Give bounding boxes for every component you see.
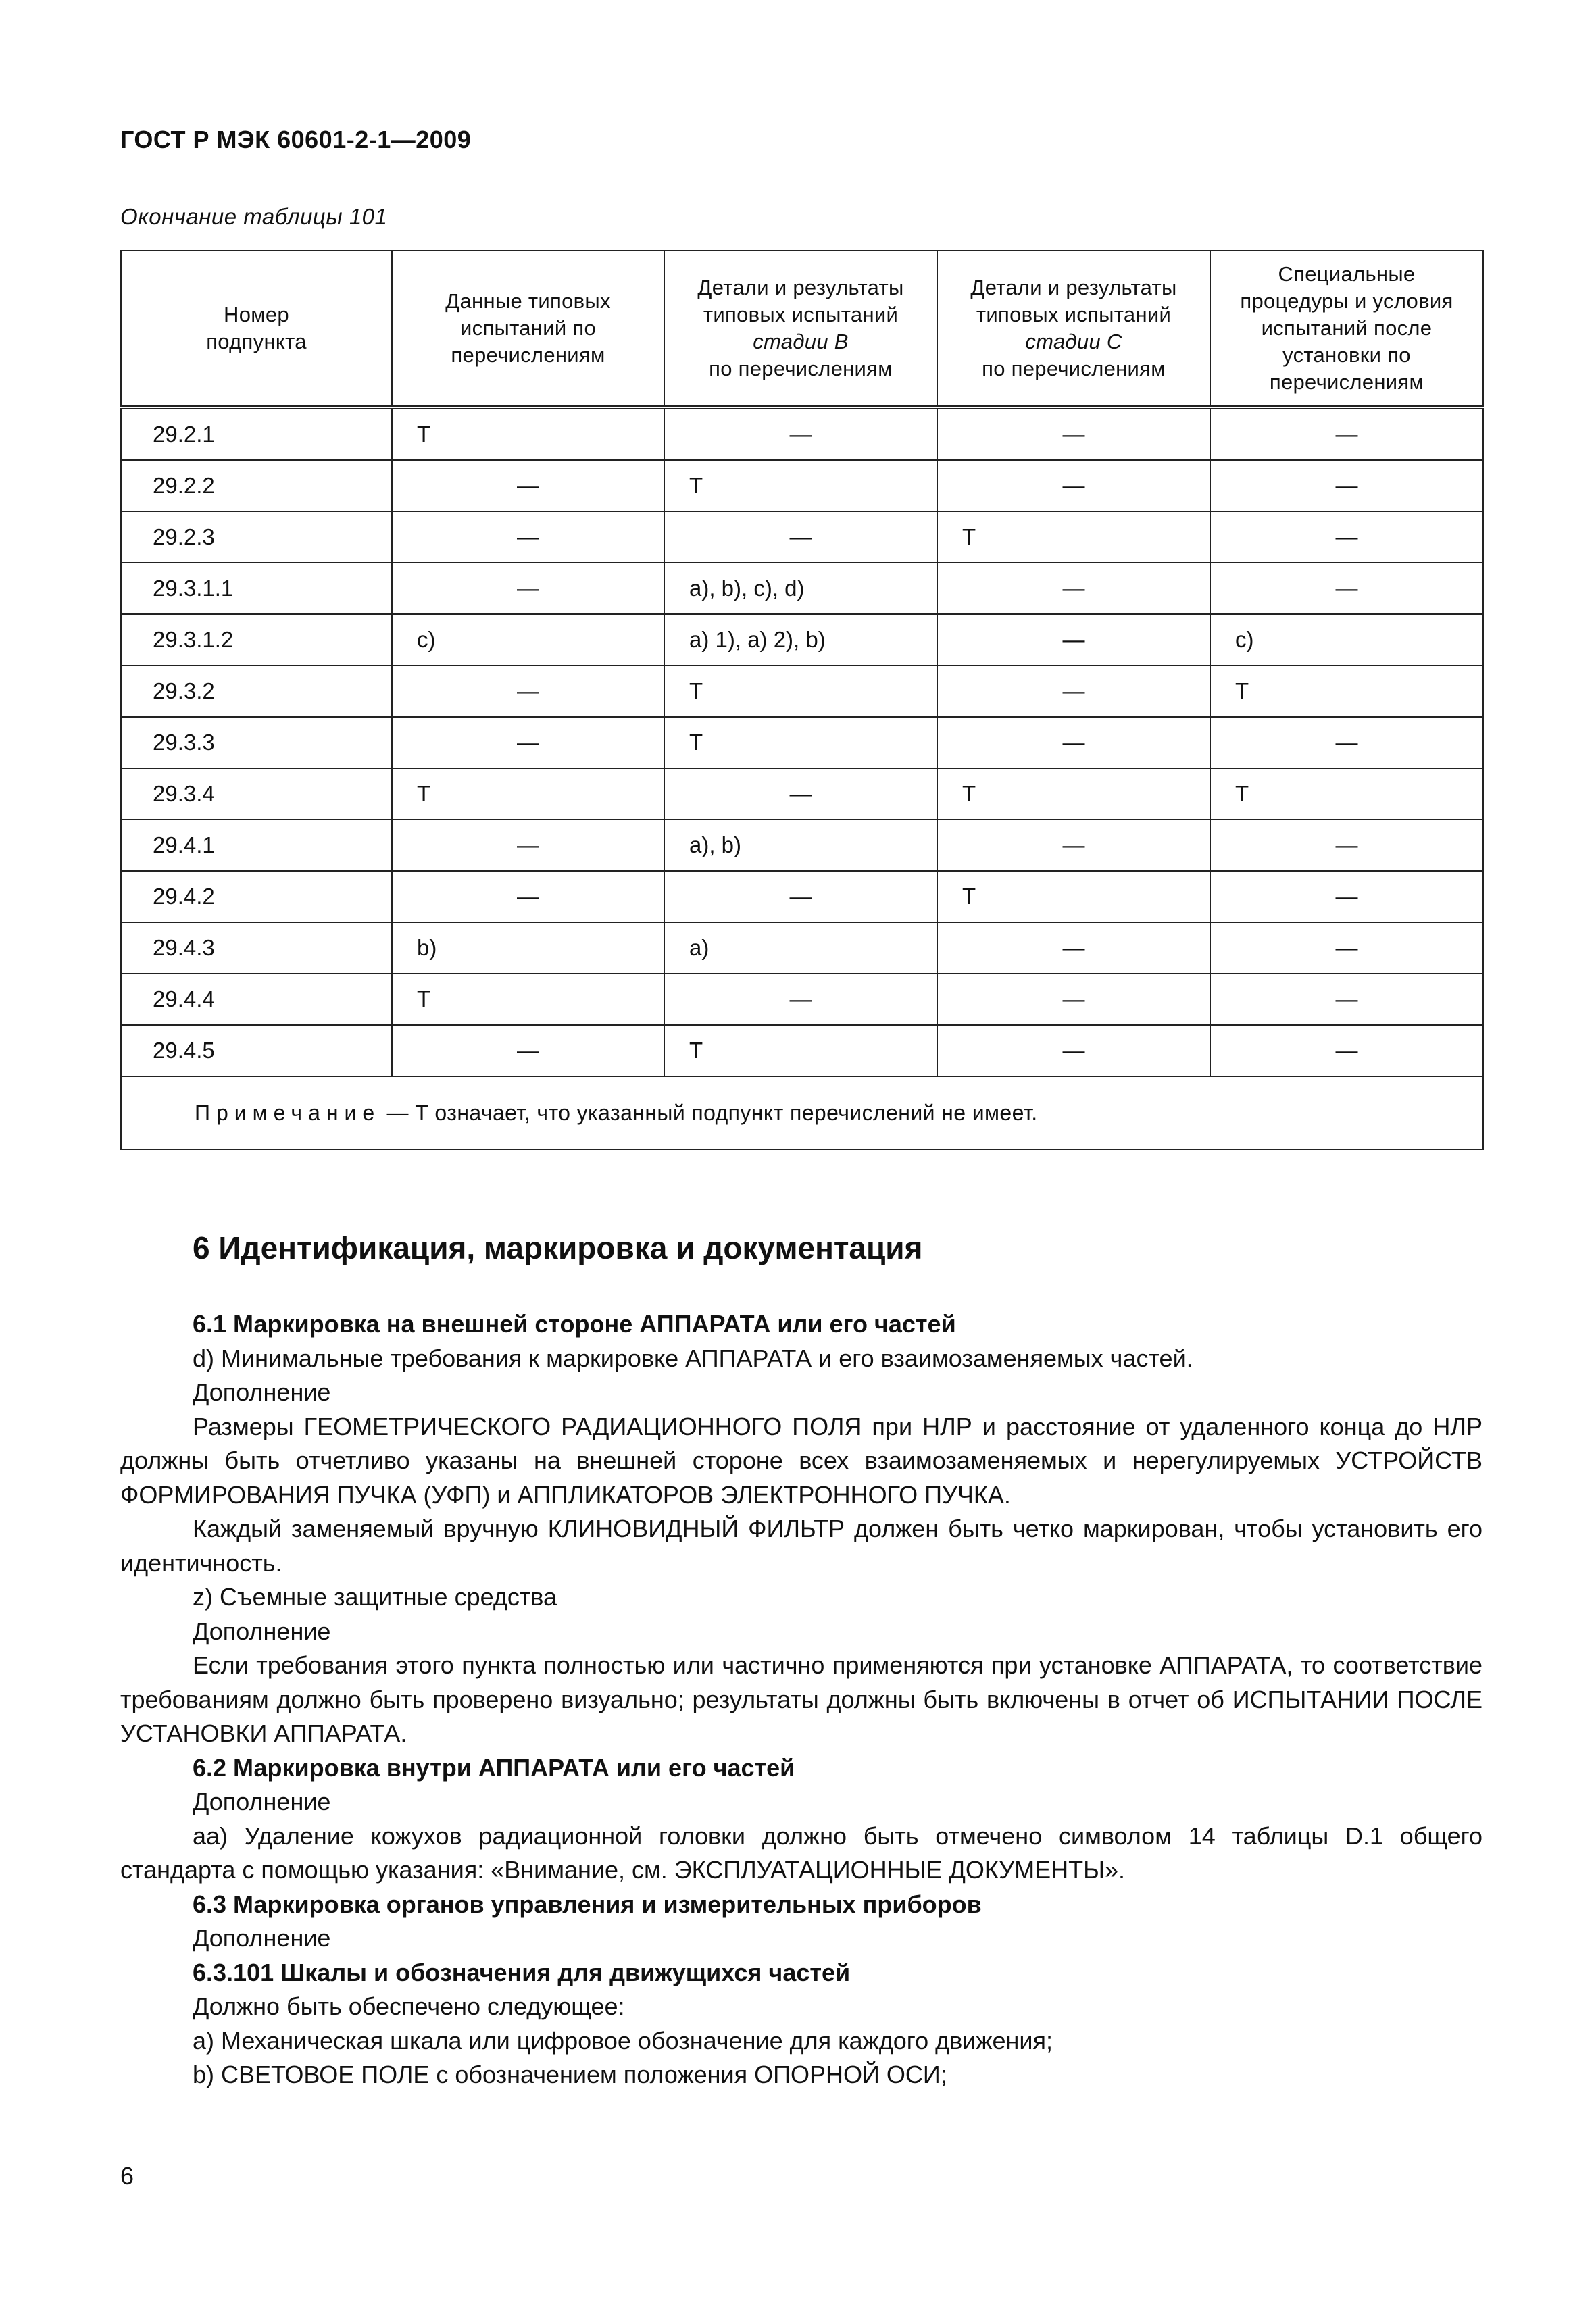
- table-cell: a): [664, 922, 937, 974]
- table-cell: Т: [937, 871, 1210, 922]
- table-cell: c): [392, 614, 664, 665]
- table-cell: a) 1), a) 2), b): [664, 614, 937, 665]
- section-body: [120, 1307, 1482, 2092]
- table-cell: —: [1210, 407, 1483, 460]
- table-cell: —: [1210, 974, 1483, 1025]
- paragraph: аа) Удаление кожухов радиационной головки должно быть отмечено символом 14 таблицы D.1 общего стандарта с помощью указания: «Внимание, см. ЭКСПЛУАТАЦИОННЫЕ ДОКУМЕНТЫ».: [120, 1821, 1482, 1884]
- table-cell: c): [1210, 614, 1483, 665]
- table-cell: —: [937, 717, 1210, 768]
- cell-clause: 29.4.1: [121, 820, 392, 871]
- subsection-heading: 6.1 Маркировка на внешней стороне АППАРАТА или его частей: [193, 1310, 956, 1338]
- table-cell: —: [392, 563, 664, 614]
- table-cell: Т: [1210, 665, 1483, 717]
- cell-clause: 29.2.3: [121, 511, 392, 563]
- table-cell: —: [937, 563, 1210, 614]
- subsection-heading: 6.3.101 Шкалы и обозначения для движущихся частей: [193, 1958, 851, 1986]
- table-cell: —: [664, 974, 937, 1025]
- table-row: [121, 614, 1483, 665]
- cell-clause: 29.3.2: [121, 665, 392, 717]
- table-cell: —: [1210, 717, 1483, 768]
- table-cell: —: [937, 407, 1210, 460]
- cell-clause: 29.3.1.2: [121, 614, 392, 665]
- table-cell: Т: [664, 460, 937, 511]
- table-header-row: [121, 251, 1483, 407]
- table-cell: —: [1210, 871, 1483, 922]
- subsection-heading: 6.2 Маркировка внутри АППАРАТА или его частей: [193, 1753, 795, 1782]
- table-note-row: [121, 1076, 1483, 1149]
- section-title: 6 Идентификация, маркировка и документация: [193, 1230, 923, 1265]
- paragraph: b) СВЕТОВОЕ ПОЛЕ с обозначением положения ОПОРНОЙ ОСИ;: [193, 2061, 947, 2088]
- table-cell: Т: [664, 717, 937, 768]
- table-cell: Т: [664, 1025, 937, 1076]
- paragraph: Размеры ГЕОМЕТРИЧЕСКОГО РАДИАЦИОННОГО ПОЛЯ при НЛР и расстояние от удаленного конца до НЛР должны быть отчетливо указаны на внешней стороне всех взаимозаменяемых и нерегулируемых УСТРОЙСТВ ФОРМИРОВАНИЯ ПУЧКА (УФП) и АППЛИКАТОРОВ ЭЛЕКТРОННОГО ПУЧКА.: [120, 1412, 1482, 1509]
- table-cell: Т: [937, 511, 1210, 563]
- table-cell: Т: [392, 407, 664, 460]
- table-row: [121, 563, 1483, 614]
- table-row: [121, 922, 1483, 974]
- table-cell: —: [392, 511, 664, 563]
- table-101: [120, 250, 1484, 1150]
- paragraph: Должно быть обеспечено следующее:: [193, 1992, 625, 2020]
- cell-clause: 29.2.1: [121, 407, 392, 460]
- table-row: [121, 974, 1483, 1025]
- col-header-stage-b: Детали и результаты типовых испытаний стадии B по перечислениям: [664, 251, 937, 407]
- table-cell: —: [664, 511, 937, 563]
- col-header-special-procedures: Специальные процедуры и условия испытаний после установки по перечислениям: [1210, 251, 1483, 407]
- table-cell: —: [937, 665, 1210, 717]
- table-row: [121, 460, 1483, 511]
- cell-clause: 29.2.2: [121, 460, 392, 511]
- col-header-type-test-data: Данные типовых испытаний по перечислениям: [392, 251, 664, 407]
- table-row: [121, 820, 1483, 871]
- document-header: ГОСТ Р МЭК 60601-2-1—2009: [120, 126, 472, 153]
- table-row: [121, 871, 1483, 922]
- table-cell: Т: [1210, 768, 1483, 820]
- table-cell: —: [664, 871, 937, 922]
- table-cell: —: [392, 460, 664, 511]
- paragraph: Дополнение: [193, 1378, 331, 1406]
- cell-clause: 29.3.1.1: [121, 563, 392, 614]
- table-cell: —: [392, 820, 664, 871]
- table-row: [121, 768, 1483, 820]
- note-label: Примечание: [195, 1100, 381, 1125]
- table-note: [121, 1076, 1483, 1149]
- table-cell: —: [664, 768, 937, 820]
- table-row: [121, 717, 1483, 768]
- table-cell: Т: [937, 768, 1210, 820]
- cell-clause: 29.4.2: [121, 871, 392, 922]
- table-cell: —: [1210, 511, 1483, 563]
- cell-clause: 29.3.4: [121, 768, 392, 820]
- table-cell: —: [1210, 563, 1483, 614]
- paragraph: Если требования этого пункта полностью или частично применяются при установке АППАРАТА, то соответствие требованиям должно быть проверено визуально; результаты должны быть включены в отчет об ИСПЫТАНИИ ПОСЛЕ УСТАНОВКИ АППАРАТА.: [120, 1651, 1482, 1747]
- paragraph: Дополнение: [193, 1924, 331, 1952]
- table-cell: —: [937, 820, 1210, 871]
- paragraph: Дополнение: [193, 1617, 331, 1645]
- table-row: [121, 665, 1483, 717]
- paragraph: z) Съемные защитные средства: [193, 1583, 557, 1611]
- table-cell: —: [1210, 922, 1483, 974]
- cell-clause: 29.4.4: [121, 974, 392, 1025]
- col-header-stage-c: Детали и результаты типовых испытаний стадии C по перечислениям: [937, 251, 1210, 407]
- paragraph: a) Механическая шкала или цифровое обозначение для каждого движения;: [193, 2026, 1053, 2055]
- table-row: [121, 1025, 1483, 1076]
- table-cell: Т: [392, 974, 664, 1025]
- table-row: [121, 511, 1483, 563]
- table-cell: —: [664, 407, 937, 460]
- table-cell: —: [937, 922, 1210, 974]
- table-cell: —: [1210, 460, 1483, 511]
- cell-clause: 29.3.3: [121, 717, 392, 768]
- paragraph: d) Минимальные требования к маркировке АППАРАТА и его взаимозаменяемых частей.: [193, 1344, 1193, 1372]
- table-cell: Т: [392, 768, 664, 820]
- note-text: — Т означает, что указанный подпункт перечислений не имеет.: [380, 1100, 1038, 1125]
- table-cell: —: [937, 614, 1210, 665]
- subsection-heading: 6.3 Маркировка органов управления и измерительных приборов: [193, 1890, 982, 1918]
- table-cell: —: [937, 460, 1210, 511]
- col-header-clause: Номер подпункта: [121, 251, 392, 407]
- cell-clause: 29.4.5: [121, 1025, 392, 1076]
- paragraph: Каждый заменяемый вручную КЛИНОВИДНЫЙ ФИЛЬТР должен быть четко маркирован, чтобы установить его идентичность.: [120, 1515, 1482, 1577]
- table-cell: a), b), c), d): [664, 563, 937, 614]
- table-cell: —: [392, 717, 664, 768]
- table-row: [121, 407, 1483, 460]
- cell-clause: 29.4.3: [121, 922, 392, 974]
- table-cell: —: [937, 1025, 1210, 1076]
- table-cell: a), b): [664, 820, 937, 871]
- table-cell: b): [392, 922, 664, 974]
- table-cell: —: [937, 974, 1210, 1025]
- table-cell: —: [392, 1025, 664, 1076]
- table-caption: Окончание таблицы 101: [120, 204, 388, 229]
- table-cell: —: [1210, 820, 1483, 871]
- table-cell: —: [1210, 1025, 1483, 1076]
- paragraph: Дополнение: [193, 1788, 331, 1815]
- table-cell: Т: [664, 665, 937, 717]
- table-cell: —: [392, 871, 664, 922]
- page-number: 6: [120, 2162, 134, 2190]
- table-cell: —: [392, 665, 664, 717]
